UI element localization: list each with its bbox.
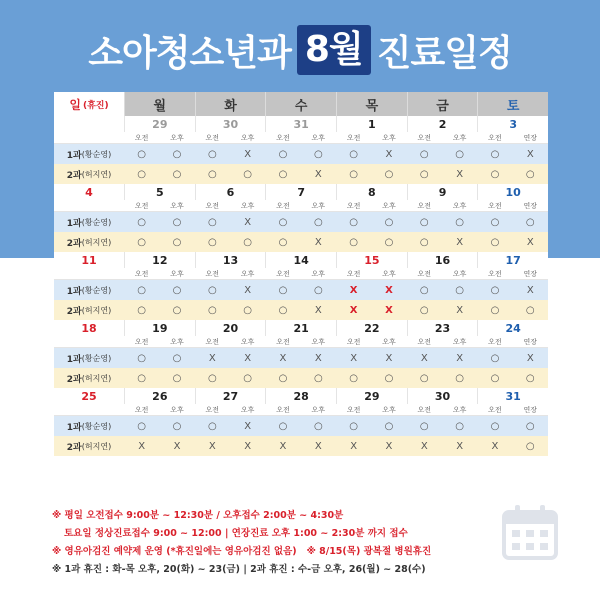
schedule-mark: ○	[172, 352, 182, 364]
note-hours: ※ 평일 오전접수 9:00분 ~ 12:30분 / 오후접수 2:00분 ~ 4:30분	[52, 510, 344, 521]
schedule-mark: X	[456, 440, 464, 452]
doctor2-row	[54, 368, 548, 388]
slot-label: 연장	[523, 269, 538, 278]
doctor2-row	[54, 164, 548, 184]
slot-label: 오전	[134, 201, 149, 210]
schedule-mark: ○	[490, 236, 500, 248]
doctor1-row	[54, 416, 548, 436]
doctor-label: 1과 (황순영)	[66, 421, 112, 433]
schedule-mark: ○	[384, 168, 394, 180]
schedule-mark: X	[385, 352, 393, 364]
schedule-mark: ○	[243, 304, 253, 316]
schedule-mark: ○	[419, 236, 429, 248]
schedule-mark: ○	[137, 420, 147, 432]
schedule-mark: ○	[137, 236, 147, 248]
date-cell: 14	[265, 252, 336, 268]
schedule-mark: ○	[278, 236, 288, 248]
slot-label: 오전	[205, 133, 220, 142]
title-pre: 소아청소년과	[88, 32, 291, 74]
schedule-mark: ○	[172, 372, 182, 384]
schedule-mark: ○	[419, 372, 429, 384]
schedule-mark: X	[314, 440, 322, 452]
slot-label: 오전	[276, 269, 290, 278]
schedule-mark: ○	[349, 168, 358, 180]
schedule-mark: ○	[455, 148, 464, 160]
schedule-mark: X	[385, 284, 393, 296]
schedule-mark: ○	[278, 216, 288, 228]
week-block	[54, 388, 548, 456]
schedule-mark: ○	[525, 372, 535, 384]
schedule-mark: ○	[313, 284, 323, 296]
doctor-label: 1과 (황순영)	[66, 285, 112, 297]
schedule-mark: X	[279, 352, 287, 364]
schedule-mark: ○	[384, 236, 394, 248]
date-cell: 10	[477, 184, 548, 200]
slot-label-row	[54, 404, 548, 416]
schedule-mark: ○	[455, 216, 464, 228]
slot-label: 오후	[240, 269, 255, 278]
schedule-mark: X	[420, 440, 428, 452]
schedule-mark: X	[244, 420, 252, 432]
note-saturday: 토요일 정상진료접수 9:00 ~ 12:00 | 연장진료 오후 1:00 ~ 2:30분 까지 접수	[64, 528, 408, 539]
slot-label: 오후	[240, 337, 255, 346]
schedule-mark: ○	[137, 352, 147, 364]
slot-label: 오전	[134, 269, 149, 278]
schedule-mark: ○	[313, 216, 323, 228]
schedule-mark: ○	[278, 148, 288, 160]
schedule-table	[54, 92, 548, 456]
slot-label: 오전	[488, 405, 502, 414]
slot-label: 오전	[417, 201, 432, 210]
sunday-date: 25	[81, 389, 97, 403]
schedule-mark: ○	[490, 352, 500, 364]
schedule-mark: X	[314, 168, 322, 180]
slot-label: 오전	[346, 201, 361, 210]
schedule-mark: X	[244, 352, 252, 364]
date-cell: 28	[265, 388, 336, 404]
date-cell: 30	[195, 116, 266, 132]
schedule-mark: ○	[525, 420, 535, 432]
schedule-mark: ○	[243, 236, 253, 248]
schedule-mark: ○	[172, 284, 182, 296]
doctor-label: 2과 (허지연)	[66, 441, 112, 453]
schedule-mark: ○	[490, 372, 500, 384]
schedule-mark: ○	[278, 168, 288, 180]
slot-label: 오후	[452, 337, 467, 346]
schedule-mark: ○	[137, 168, 147, 180]
schedule-mark: ○	[349, 216, 358, 228]
schedule-mark: ○	[207, 284, 217, 296]
schedule-mark: X	[456, 236, 464, 248]
slot-label-row	[54, 132, 548, 144]
date-cell: 31	[477, 388, 548, 404]
slot-label: 오후	[170, 201, 184, 210]
schedule-mark: X	[456, 304, 464, 316]
schedule-mark: X	[349, 304, 358, 316]
schedule-mark: ○	[525, 168, 535, 180]
slot-label: 오전	[488, 337, 502, 346]
date-row	[54, 116, 548, 132]
slot-label: 오전	[417, 269, 432, 278]
schedule-mark: X	[244, 148, 252, 160]
date-cell: 12	[124, 252, 195, 268]
slot-label: 오전	[205, 269, 220, 278]
schedule-mark: X	[385, 304, 393, 316]
header-fri: 금	[407, 92, 478, 116]
week-block	[54, 184, 548, 252]
schedule-mark: ○	[490, 284, 500, 296]
schedule-mark: ○	[137, 216, 147, 228]
schedule-mark: ○	[525, 440, 535, 452]
weekday-header	[54, 92, 548, 116]
schedule-mark: X	[314, 236, 322, 248]
schedule-mark: ○	[207, 236, 217, 248]
schedule-mark: X	[456, 168, 464, 180]
schedule-mark: ○	[207, 168, 217, 180]
schedule-mark: X	[314, 352, 322, 364]
slot-label: 오전	[134, 133, 149, 142]
schedule-mark: X	[385, 440, 393, 452]
slot-label: 오전	[346, 405, 361, 414]
date-cell: 7	[265, 184, 336, 200]
slot-label-row	[54, 336, 548, 348]
schedule-mark: ○	[490, 168, 500, 180]
schedule-mark: ○	[419, 284, 429, 296]
slot-label-spacer	[54, 268, 124, 279]
doctor-label: 1과 (황순영)	[66, 217, 112, 229]
slot-label: 오전	[417, 337, 432, 346]
date-cell: 26	[124, 388, 195, 404]
slot-label: 오후	[170, 405, 184, 414]
doctor-label: 2과 (허지연)	[66, 169, 112, 181]
slot-label: 오전	[346, 269, 361, 278]
schedule-mark: X	[385, 148, 393, 160]
slot-label: 오전	[488, 201, 502, 210]
schedule-mark: ○	[172, 236, 182, 248]
slot-label: 오후	[240, 405, 255, 414]
slot-label: 오전	[417, 405, 432, 414]
slot-label: 오전	[276, 133, 290, 142]
schedule-mark: ○	[525, 216, 535, 228]
schedule-mark: X	[526, 352, 534, 364]
slot-label: 오전	[488, 269, 502, 278]
slot-label: 오전	[134, 405, 149, 414]
date-cell: 22	[336, 320, 407, 336]
slot-label: 연장	[523, 201, 538, 210]
date-cell: 31	[265, 116, 336, 132]
date-cell: 13	[195, 252, 266, 268]
slot-label: 오후	[382, 337, 396, 346]
slot-label-spacer	[54, 404, 124, 415]
slot-label: 오후	[170, 269, 184, 278]
slot-label: 오후	[311, 201, 326, 210]
schedule-mark: ○	[384, 420, 394, 432]
schedule-mark: X	[208, 352, 216, 364]
schedule-mark: ○	[313, 420, 323, 432]
sunday-date: 18	[81, 321, 97, 335]
slot-label: 오후	[311, 405, 326, 414]
note-checkup: ※ 영유아검진 예약제 운영 (*휴진일에는 영유아검진 없음) ※ 8/15(목) 광복절 병원휴진	[52, 546, 432, 557]
schedule-mark: X	[526, 236, 534, 248]
schedule-mark: ○	[137, 284, 147, 296]
slot-label: 오후	[382, 201, 396, 210]
schedule-mark: ○	[172, 168, 182, 180]
slot-label: 오후	[452, 269, 467, 278]
date-cell: 9	[407, 184, 478, 200]
slot-label: 오후	[382, 405, 396, 414]
schedule-mark: ○	[349, 420, 358, 432]
date-cell: 6	[195, 184, 266, 200]
slot-label: 연장	[523, 133, 538, 142]
date-cell: 21	[265, 320, 336, 336]
doctor-label: 2과 (허지연)	[66, 305, 112, 317]
slot-label: 오후	[170, 337, 184, 346]
schedule-mark: ○	[349, 372, 358, 384]
schedule-mark: X	[244, 440, 252, 452]
schedule-mark: X	[350, 440, 358, 452]
schedule-mark: ○	[349, 236, 358, 248]
date-cell: 1	[336, 116, 407, 132]
doctor1-row	[54, 280, 548, 300]
sunday-date	[54, 116, 124, 132]
date-cell: 27	[195, 388, 266, 404]
slot-label: 오전	[346, 337, 361, 346]
schedule-mark: ○	[490, 216, 500, 228]
note-closures: ※ 1과 휴진 : 화-목 오후, 20(화) ~ 23(금) | 2과 휴진 : 수-금 오후, 26(월) ~ 28(수)	[52, 564, 426, 575]
slot-label: 오후	[452, 405, 467, 414]
schedule-mark: X	[526, 148, 534, 160]
title-month: 8월	[297, 25, 371, 75]
header-tue: 화	[195, 92, 266, 116]
doctor-label: 2과 (허지연)	[66, 237, 112, 249]
schedule-mark: ○	[207, 148, 217, 160]
slot-label: 오전	[346, 133, 361, 142]
schedule-mark: ○	[349, 148, 358, 160]
date-cell: 8	[336, 184, 407, 200]
schedule-mark: X	[314, 304, 322, 316]
schedule-mark: X	[138, 440, 146, 452]
slot-label-spacer	[54, 200, 124, 211]
schedule-mark: ○	[137, 148, 147, 160]
slot-label: 오전	[488, 133, 502, 142]
notes	[52, 507, 552, 579]
schedule-mark: ○	[313, 372, 323, 384]
schedule-mark: X	[491, 440, 499, 452]
slot-label: 오후	[240, 201, 255, 210]
date-cell: 30	[407, 388, 478, 404]
schedule-mark: X	[244, 284, 252, 296]
schedule-mark: ○	[384, 216, 394, 228]
schedule-mark: X	[420, 352, 428, 364]
schedule-mark: ○	[419, 304, 429, 316]
schedule-mark: ○	[172, 420, 182, 432]
schedule-mark: ○	[207, 304, 217, 316]
doctor2-row	[54, 300, 548, 320]
schedule-mark: ○	[384, 372, 394, 384]
header-mon: 월	[124, 92, 195, 116]
schedule-mark: ○	[490, 148, 500, 160]
slot-label: 오전	[205, 337, 220, 346]
week-block	[54, 252, 548, 320]
sunday-date: 4	[85, 185, 93, 199]
header-sunday: 일 (휴진)	[54, 92, 124, 116]
schedule-mark: ○	[207, 420, 217, 432]
page-title	[0, 20, 600, 80]
schedule-mark: ○	[243, 372, 253, 384]
schedule-mark: X	[173, 440, 181, 452]
date-cell: 29	[336, 388, 407, 404]
schedule-mark: ○	[525, 304, 535, 316]
schedule-mark: X	[208, 440, 216, 452]
schedule-mark: ○	[313, 148, 323, 160]
date-cell: 23	[407, 320, 478, 336]
slot-label: 오전	[276, 405, 290, 414]
schedule-mark: ○	[419, 420, 429, 432]
slot-label: 오후	[452, 201, 467, 210]
date-cell: 3	[477, 116, 548, 132]
date-row	[54, 388, 548, 404]
date-cell: 20	[195, 320, 266, 336]
calendar-icon	[498, 500, 562, 564]
schedule-mark: ○	[172, 148, 182, 160]
schedule-mark: ○	[207, 216, 217, 228]
schedule-mark: ○	[490, 420, 500, 432]
date-row	[54, 320, 548, 336]
schedule-mark: ○	[419, 216, 429, 228]
header-sat: 토	[477, 92, 548, 116]
slot-label: 오전	[276, 337, 290, 346]
week-block	[54, 320, 548, 388]
schedule-mark: ○	[278, 284, 288, 296]
slot-label: 오후	[311, 337, 326, 346]
header-wed: 수	[265, 92, 336, 116]
date-cell: 24	[477, 320, 548, 336]
schedule-mark: X	[350, 352, 358, 364]
schedule-mark: ○	[137, 304, 147, 316]
date-cell: 19	[124, 320, 195, 336]
date-cell: 17	[477, 252, 548, 268]
schedule-mark: ○	[172, 216, 182, 228]
doctor2-row	[54, 436, 548, 456]
doctor2-row	[54, 232, 548, 252]
schedule-mark: ○	[207, 372, 217, 384]
schedule-mark: X	[279, 440, 287, 452]
schedule-mark: X	[456, 352, 464, 364]
schedule-mark: ○	[455, 284, 464, 296]
date-cell: 15	[336, 252, 407, 268]
date-cell: 29	[124, 116, 195, 132]
schedule-mark: ○	[419, 148, 429, 160]
slot-label-row	[54, 200, 548, 212]
date-cell: 16	[407, 252, 478, 268]
date-row	[54, 184, 548, 200]
slot-label: 오전	[417, 133, 432, 142]
schedule-mark: ○	[278, 372, 288, 384]
doctor-label: 1과 (황순영)	[66, 149, 112, 161]
slot-label: 오후	[382, 133, 396, 142]
schedule-mark: ○	[278, 420, 288, 432]
title-post: 진료일정	[376, 32, 512, 74]
doctor-label: 2과 (허지연)	[66, 373, 112, 385]
doctor1-row	[54, 212, 548, 232]
slot-label: 오전	[134, 337, 149, 346]
schedule-mark: ○	[455, 372, 464, 384]
date-cell: 5	[124, 184, 195, 200]
slot-label: 오후	[382, 269, 396, 278]
slot-label-spacer	[54, 336, 124, 347]
schedule-mark: ○	[419, 168, 429, 180]
week-block	[54, 116, 548, 184]
slot-label-row	[54, 268, 548, 280]
slot-label: 오전	[205, 405, 220, 414]
header-thu: 목	[336, 92, 407, 116]
slot-label: 오후	[311, 269, 326, 278]
weeks-container	[54, 116, 548, 456]
schedule-mark: ○	[172, 304, 182, 316]
slot-label: 오후	[311, 133, 326, 142]
schedule-mark: ○	[278, 304, 288, 316]
doctor-label: 1과 (황순영)	[66, 353, 112, 365]
schedule-mark: X	[244, 216, 252, 228]
schedule-mark: X	[526, 284, 534, 296]
slot-label-spacer	[54, 132, 124, 143]
slot-label: 연장	[523, 337, 538, 346]
slot-label: 오후	[452, 133, 467, 142]
schedule-mark: ○	[455, 420, 464, 432]
schedule-mark: ○	[137, 372, 147, 384]
slot-label: 오후	[170, 133, 184, 142]
date-cell: 2	[407, 116, 478, 132]
schedule-mark: X	[349, 284, 358, 296]
slot-label: 연장	[523, 405, 538, 414]
slot-label: 오전	[205, 201, 220, 210]
slot-label: 오전	[276, 201, 290, 210]
slot-label: 오후	[240, 133, 255, 142]
schedule-mark: ○	[243, 168, 253, 180]
doctor1-row	[54, 144, 548, 164]
schedule-mark: ○	[490, 304, 500, 316]
date-row	[54, 252, 548, 268]
sunday-date: 11	[81, 253, 97, 267]
doctor1-row	[54, 348, 548, 368]
